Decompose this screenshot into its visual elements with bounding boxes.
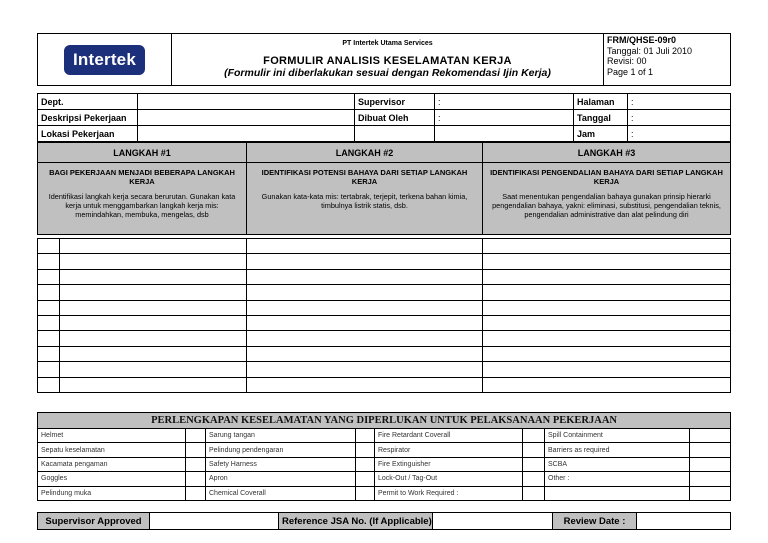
ppe-item-label: Goggles: [38, 472, 186, 486]
ppe-checkbox[interactable]: [186, 472, 206, 486]
steps-entry-grid: [37, 238, 731, 393]
ppe-item-label: [545, 486, 690, 500]
colon: :: [631, 112, 634, 123]
ppe-checkbox[interactable]: [186, 457, 206, 471]
doc-date: Tanggal: 01 Juli 2010: [607, 45, 693, 56]
step-1-cell[interactable]: [60, 346, 247, 361]
ppe-checkbox[interactable]: [186, 486, 206, 500]
step-3-cell[interactable]: [483, 239, 731, 254]
step-2-cell[interactable]: [247, 346, 483, 361]
job-desc-label: Deskripsi Pekerjaan: [38, 110, 138, 126]
grid-row: [38, 300, 731, 315]
step-2-cell[interactable]: [247, 285, 483, 300]
job-info-table: [37, 93, 731, 142]
step-1-cell[interactable]: [60, 285, 247, 300]
colon: :: [438, 112, 441, 123]
form-subtitle: (Formulir ini diberlakukan sesuai dengan Rekomendasi Ijin Kerja): [224, 67, 551, 79]
grid-row: [38, 315, 731, 330]
ppe-checkbox[interactable]: [356, 457, 375, 471]
empty-cell: [355, 126, 435, 142]
supervisor-approved-field[interactable]: [150, 513, 279, 530]
grid-row: [38, 331, 731, 346]
step-3-cell[interactable]: [483, 285, 731, 300]
ppe-row: [38, 457, 731, 471]
step-3-cell[interactable]: [483, 300, 731, 315]
ppe-item-label: Barriers as required: [545, 443, 690, 457]
ppe-checkbox[interactable]: [690, 472, 731, 486]
supervisor-label: Supervisor: [355, 94, 435, 110]
step-number-cell[interactable]: [38, 269, 60, 284]
logo-cell: [38, 34, 172, 86]
title-cell: [172, 34, 604, 86]
step-number-cell[interactable]: [38, 331, 60, 346]
step-number-cell[interactable]: [38, 315, 60, 330]
step-1-cell[interactable]: [60, 362, 247, 377]
step-3-cell[interactable]: [483, 377, 731, 392]
dept-field[interactable]: [138, 94, 355, 110]
step-3-cell[interactable]: [483, 331, 731, 346]
step-2-cell[interactable]: [247, 239, 483, 254]
step-3-cell[interactable]: [483, 315, 731, 330]
ppe-item-label: Pelindung pendengaran: [206, 443, 356, 457]
step-number-cell[interactable]: [38, 239, 60, 254]
ppe-checkbox[interactable]: [356, 486, 375, 500]
colon: :: [438, 96, 441, 107]
time-field[interactable]: [628, 126, 731, 142]
step-3-cell[interactable]: [483, 346, 731, 361]
ppe-item-label: Fire Extinguisher: [375, 457, 523, 471]
step-3-cell[interactable]: [483, 362, 731, 377]
grid-row: [38, 346, 731, 361]
step-3-title: IDENTIFIKASI PENGENDALIAN BAHAYA DARI SETIAP LANGKAH KERJA: [490, 168, 723, 186]
page-field[interactable]: [628, 94, 731, 110]
ppe-checkbox[interactable]: [356, 443, 375, 457]
ppe-body: [38, 429, 731, 501]
doc-info-cell: [604, 34, 731, 86]
doc-page: Page 1 of 1: [607, 66, 654, 77]
grid-row: [38, 254, 731, 269]
step-2-instructions: [247, 163, 483, 235]
ppe-row: [38, 472, 731, 486]
ppe-item-label: Safety Harness: [206, 457, 356, 471]
grid-row: [38, 285, 731, 300]
grid-body: [38, 239, 731, 393]
intertek-logo: Intertek: [64, 45, 145, 75]
doc-revision: Revisi: 00: [607, 56, 647, 66]
step-number-cell[interactable]: [38, 362, 60, 377]
step-number-cell[interactable]: [38, 285, 60, 300]
step-2-cell[interactable]: [247, 362, 483, 377]
colon: :: [631, 128, 634, 139]
ppe-row: [38, 429, 731, 443]
time-label: Jam: [574, 126, 628, 142]
step-3-heading: LANGKAH #3: [483, 143, 731, 163]
step-2-cell[interactable]: [247, 254, 483, 269]
review-date-label: Review Date :: [553, 513, 637, 530]
ppe-item-label: Pelindung muka: [38, 486, 186, 500]
grid-row: [38, 377, 731, 392]
grid-row: [38, 239, 731, 254]
ppe-item-label: Respirator: [375, 443, 523, 457]
ppe-item-label: Sarung tangan: [206, 429, 356, 443]
ppe-heading: PERLENGKAPAN KESELAMATAN YANG DIPERLUKAN UNTUK PELAKSANAAN PEKERJAAN: [38, 413, 731, 429]
step-1-cell[interactable]: [60, 377, 247, 392]
step-1-title: BAGI PEKERJAAN MENJADI BEBERAPA LANGKAH KERJA: [49, 168, 235, 186]
created-by-field[interactable]: [435, 110, 574, 126]
ppe-item-label: Permit to Work Required :: [375, 486, 523, 500]
step-2-cell[interactable]: [247, 300, 483, 315]
reference-jsa-label: Reference JSA No. (If Applicable): [279, 513, 433, 530]
company-name: PT Intertek Utama Services: [342, 40, 433, 47]
doc-code: FRM/QHSE-09r0: [607, 35, 677, 45]
ppe-item-label: Other :: [545, 472, 690, 486]
step-2-cell[interactable]: [247, 377, 483, 392]
ppe-checkbox[interactable]: [690, 457, 731, 471]
step-1-cell[interactable]: [60, 254, 247, 269]
step-1-instructions: [38, 163, 247, 235]
ppe-item-label: Sepatu keselamatan: [38, 443, 186, 457]
step-number-cell[interactable]: [38, 300, 60, 315]
step-1-cell[interactable]: [60, 269, 247, 284]
step-2-desc: Gunakan kata-kata mis: tertabrak, terjepit, terkena bahan kimia, timbulnya listrik statis, dsb.: [261, 192, 468, 210]
dept-label: Dept.: [38, 94, 138, 110]
steps-header-table: [37, 142, 731, 235]
colon: :: [631, 96, 634, 107]
step-number-cell[interactable]: [38, 346, 60, 361]
supervisor-approved-label: Supervisor Approved: [38, 513, 150, 530]
step-2-cell[interactable]: [247, 315, 483, 330]
ppe-item-label: Fire Retardant Coverall: [375, 429, 523, 443]
date-label: Tanggal: [574, 110, 628, 126]
step-2-title: IDENTIFIKASI POTENSI BAHAYA DARI SETIAP LANGKAH KERJA: [261, 168, 468, 186]
ppe-checkbox[interactable]: [523, 472, 545, 486]
ppe-checkbox[interactable]: [356, 429, 375, 443]
location-label: Lokasi Pekerjaan: [38, 126, 138, 142]
step-2-cell[interactable]: [247, 331, 483, 346]
ppe-checkbox[interactable]: [356, 472, 375, 486]
created-by-label: Dibuat Oleh: [355, 110, 435, 126]
supervisor-field[interactable]: [435, 94, 574, 110]
grid-row: [38, 269, 731, 284]
empty-cell: [435, 126, 574, 142]
ppe-checkbox[interactable]: [186, 429, 206, 443]
location-field[interactable]: [138, 126, 355, 142]
form-title: FORMULIR ANALISIS KESELAMATAN KERJA: [263, 55, 512, 67]
step-1-cell[interactable]: [60, 315, 247, 330]
step-1-cell[interactable]: [60, 239, 247, 254]
step-number-cell[interactable]: [38, 254, 60, 269]
ppe-item-label: Kacamata pengaman: [38, 457, 186, 471]
date-field[interactable]: [628, 110, 731, 126]
step-2-heading: LANGKAH #2: [247, 143, 483, 163]
ppe-checkbox[interactable]: [523, 486, 545, 500]
ppe-checkbox[interactable]: [523, 429, 545, 443]
ppe-item-label: Chemical Coverall: [206, 486, 356, 500]
step-1-cell[interactable]: [60, 300, 247, 315]
step-1-desc: Identifikasi langkah kerja secara berurutan. Gunakan kata kerja untuk menggambarkan langkah kerja mis: memindahkan, membuka, mengelas, dsb: [48, 192, 236, 219]
step-3-cell[interactable]: [483, 254, 731, 269]
ppe-row: [38, 486, 731, 500]
step-2-cell[interactable]: [247, 269, 483, 284]
ppe-checkbox[interactable]: [523, 457, 545, 471]
form-header: [37, 33, 731, 86]
reference-jsa-field[interactable]: [433, 513, 553, 530]
page-label: Halaman: [574, 94, 628, 110]
ppe-checkbox[interactable]: [186, 443, 206, 457]
step-1-cell[interactable]: [60, 331, 247, 346]
step-3-cell[interactable]: [483, 269, 731, 284]
job-desc-field[interactable]: [138, 110, 355, 126]
ppe-row: [38, 443, 731, 457]
step-number-cell[interactable]: [38, 377, 60, 392]
ppe-item-label: SCBA: [545, 457, 690, 471]
step-3-desc: Saat menentukan pengendalian bahaya gunakan prinsip hierarki pengendalian bahaya, yakni: eliminasi, substitusi, pengendalian teknis, pengendalian administrative dan alat pelindung diri: [492, 192, 721, 219]
ppe-item-label: Lock-Out / Tag-Out: [375, 472, 523, 486]
ppe-checkbox[interactable]: [690, 429, 731, 443]
step-3-instructions: [483, 163, 731, 235]
review-date-field[interactable]: [637, 513, 731, 530]
ppe-checkbox[interactable]: [690, 486, 731, 500]
ppe-table: [37, 412, 731, 501]
approval-footer: [37, 512, 731, 530]
ppe-item-label: Apron: [206, 472, 356, 486]
ppe-item-label: Helmet: [38, 429, 186, 443]
ppe-item-label: Spill Containment: [545, 429, 690, 443]
step-1-heading: LANGKAH #1: [38, 143, 247, 163]
ppe-checkbox[interactable]: [690, 443, 731, 457]
grid-row: [38, 362, 731, 377]
ppe-checkbox[interactable]: [523, 443, 545, 457]
